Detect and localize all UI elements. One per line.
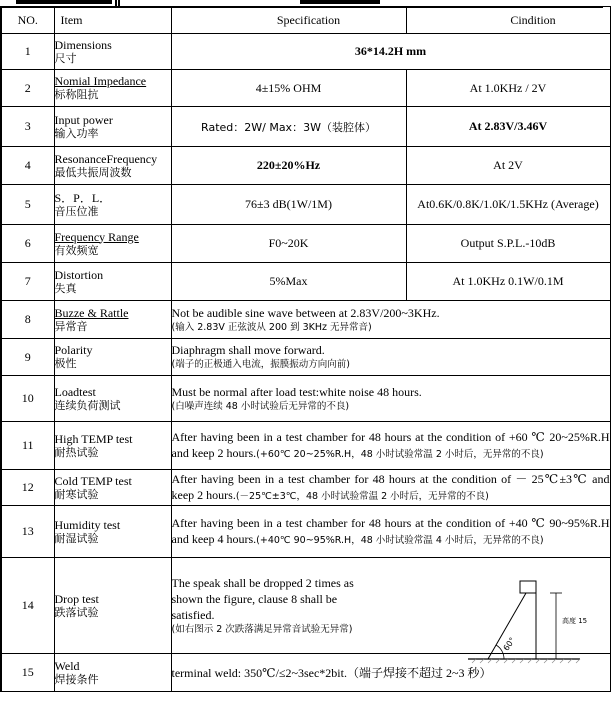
spec-value: 220±20%Hz (171, 147, 406, 185)
item-name-zh: 输入功率 (54, 126, 99, 140)
row-number: 12 (1, 470, 54, 506)
item-cell (54, 376, 171, 422)
figure-speaker (520, 581, 536, 593)
table-row (1, 225, 610, 263)
requirement-cell (171, 506, 610, 558)
row-number: 2 (1, 70, 54, 107)
requirement-note-zh: (白噪声连续 48 小时试验后无异常的不良) (171, 400, 350, 412)
item-cell (54, 301, 171, 339)
item-name-zh: 最低共振周波数 (54, 165, 132, 179)
item-name-en: Polarity (54, 343, 93, 357)
item-name-zh: 尺寸 (54, 51, 77, 65)
requirement-cell (171, 376, 610, 422)
strip-text-fragment (16, 0, 112, 4)
row-number: 13 (1, 506, 54, 558)
item-name-en: Dimensions (54, 37, 112, 52)
requirement-text: After having been in a test chamber for 48 hours at the condition of － 25℃±3℃ and keep 2 hours. (171, 472, 610, 502)
spec-value: 76±3 dB(1W/1M) (171, 185, 406, 225)
row-number: 1 (1, 34, 54, 70)
requirement-text: Diaphragm shall move forward. (171, 343, 325, 357)
condition-value: At 1.0KHz / 2V (406, 70, 610, 107)
requirement-text: The speak shall be dropped 2 times as shown the figure, clause 8 shall be satisfied. (171, 575, 354, 622)
item-cell (54, 470, 171, 506)
item-name-zh: 耐热试验 (54, 445, 99, 459)
requirement-note-zh: (如右图示 2 次跌落满足异常音试验无异常) (171, 623, 353, 635)
table-row (1, 70, 610, 107)
item-name-zh: 焊接条件 (54, 672, 99, 686)
row-number: 5 (1, 185, 54, 225)
item-name-en: Buzze & Rattle (54, 305, 129, 320)
header-condition: Cindition (406, 7, 610, 34)
table-row (1, 147, 610, 185)
header-row (1, 7, 610, 34)
requirement-note-zh: (+60℃ 20~25%R.H，48 小时试验常温 2 小时后，无异常的不良) (256, 449, 544, 460)
item-cell (54, 506, 171, 558)
item-cell (54, 422, 171, 470)
row-number: 14 (1, 558, 54, 654)
spec-value: 36*14.2H mm (171, 34, 610, 70)
row-number: 8 (1, 301, 54, 339)
row-number: 15 (1, 654, 54, 692)
item-name-en: Frequency Range (54, 229, 139, 244)
requirement-text: Not be audible sine wave between at 2.83V/200~3KHz. (171, 305, 440, 320)
condition-value: At 2V (406, 147, 610, 185)
item-cell (54, 107, 171, 147)
row-number: 4 (1, 147, 54, 185)
requirement-text: After having been in a test chamber for 48 hours at the condition of +40 ℃ 90~95%R.H and keep 4 hours. (171, 516, 610, 546)
requirement-text: terminal weld: 350℃/≤2~3sec*2bit.（端子焊接不超过 2~3 秒） (171, 665, 492, 680)
requirement-cell (171, 558, 610, 654)
item-name-en: Nomial Impedance (54, 74, 147, 88)
item-cell (54, 558, 171, 654)
row-number: 10 (1, 376, 54, 422)
item-name-zh: 极性 (54, 357, 77, 370)
item-name-zh: 耐湿试验 (54, 531, 99, 545)
item-name-zh: 耐寒试验 (54, 487, 99, 501)
figure-height-label: 高度 15 (561, 616, 587, 625)
table-row (1, 185, 610, 225)
item-name-en: Drop test (54, 591, 99, 606)
header-item: Item (54, 7, 171, 34)
table-row (1, 107, 610, 147)
row-number: 9 (1, 339, 54, 376)
row-number: 11 (1, 422, 54, 470)
header-specification: Specification (171, 7, 406, 34)
item-name-zh: 异常音 (54, 319, 88, 333)
item-name-en: S．P．L． (54, 190, 112, 205)
table-row (1, 339, 610, 376)
drop-test-content (171, 575, 610, 653)
item-name-en: Loadtest (54, 384, 96, 399)
header-no: NO. (1, 7, 54, 34)
item-name-zh: 跌落试验 (54, 605, 99, 619)
item-cell (54, 147, 171, 185)
requirement-note-zh: (输入 2.83V 正弦波从 200 到 3KHz 无异常音) (171, 321, 372, 333)
item-name-en: Cold TEMP test (54, 473, 132, 488)
item-name-zh: 有效频宽 (54, 243, 99, 257)
specification-table (0, 6, 611, 692)
requirement-cell (171, 339, 610, 376)
item-name-zh: 连续负荷测试 (54, 398, 121, 412)
requirement-cell (171, 301, 610, 339)
condition-value: At 1.0KHz 0.1W/0.1M (406, 263, 610, 301)
requirement-text: Must be normal after load test:white noise 48 hours. (171, 384, 422, 399)
item-cell (54, 654, 171, 692)
item-name-en: Weld (54, 658, 80, 673)
row-number: 7 (1, 263, 54, 301)
spec-value: 4±15% OHM (171, 70, 406, 107)
item-name-en: ResonanceFrequency (54, 151, 158, 166)
item-cell (54, 263, 171, 301)
item-cell (54, 34, 171, 70)
item-name-zh: 标称阻抗 (54, 88, 99, 101)
item-cell (54, 339, 171, 376)
spec-value: F0~20K (171, 225, 406, 263)
requirement-cell (171, 422, 610, 470)
condition-value: At0.6K/0.8K/1.0K/1.5KHz (Average) (406, 185, 610, 225)
table-row (1, 558, 610, 654)
requirement-note-zh: (+40℃ 90~95%R.H，48 小时试验常温 4 小时后，无异常的不良) (256, 535, 544, 546)
requirement-cell (171, 470, 610, 506)
drop-test-figure (464, 577, 587, 665)
item-name-en: High TEMP test (54, 431, 133, 446)
spec-value: Rated：2W/ Max：3W（装腔体） (171, 107, 406, 147)
item-cell (54, 225, 171, 263)
strip-text-fragment (300, 0, 380, 4)
requirement-text: After having been in a test chamber for 48 hours at the condition of +60 ℃ 20~25%R.H and keep 2 hours. (171, 430, 610, 460)
table-row (1, 301, 610, 339)
row-number: 6 (1, 225, 54, 263)
item-cell (54, 70, 171, 107)
item-cell (54, 185, 171, 225)
item-name-en: Distortion (54, 267, 104, 282)
table-row (1, 263, 610, 301)
item-name-zh: 音压位准 (54, 204, 99, 218)
row-number: 3 (1, 107, 54, 147)
requirement-note-zh: (－25℃±3℃，48 小时试验常温 2 小时后，无异常的不良) (235, 491, 489, 502)
spec-value: 5%Max (171, 263, 406, 301)
table-row (1, 34, 610, 70)
item-name-en: Humidity test (54, 517, 121, 532)
requirement-note-zh: (端子的正极通入电流，振膜振动方向向前) (171, 359, 350, 370)
table-row (1, 422, 610, 470)
condition-value: Output S.P.L.-10dB (406, 225, 610, 263)
item-name-zh: 失真 (54, 281, 77, 295)
table-row (1, 470, 610, 506)
figure-angle-label: 60° (501, 635, 517, 653)
table-row (1, 376, 610, 422)
table-row (1, 506, 610, 558)
condition-value: At 2.83V/3.46V (406, 107, 610, 147)
item-name-en: Input power (54, 112, 113, 127)
